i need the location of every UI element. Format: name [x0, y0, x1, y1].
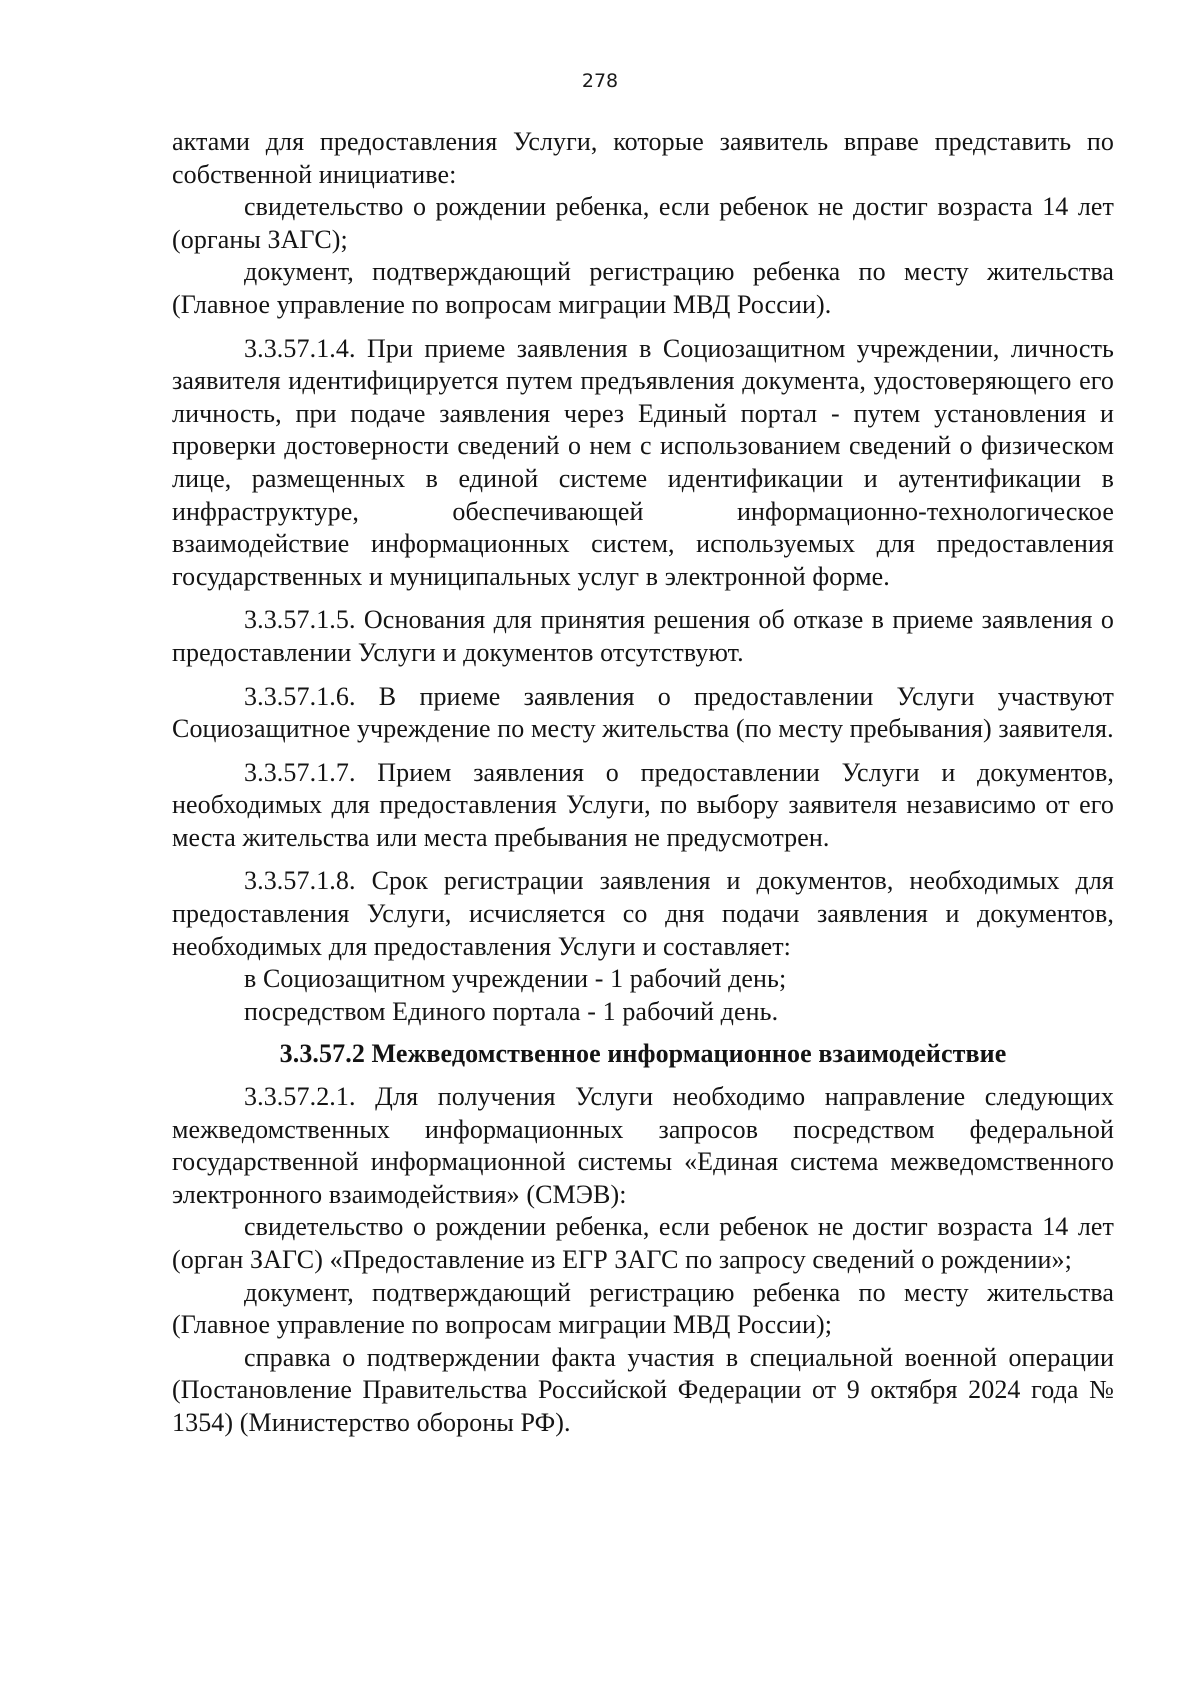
paragraph-list-item: в Социозащитном учреждении - 1 рабочий день;: [244, 964, 787, 994]
paragraph-clause-3-3-57-1-5: 3.3.57.1.5. Основания для принятия решения об отказе в приеме заявления о предоставлении Услуги и документов отсутствуют.: [172, 605, 1114, 667]
paragraph-list-item: посредством Единого портала - 1 рабочий день.: [244, 996, 779, 1026]
paragraph-list-item: документ, подтверждающий регистрацию ребенка по месту жительства (Главное управление по вопросам миграции МВД России);: [172, 1277, 1114, 1340]
document-body: [172, 126, 1114, 1440]
paragraph-list-item: справка о подтверждении факта участия в специальной военной операции (Постановление Правительства Российской Федерации от 9 октября 2024 года № 1354) (Министерство обороны РФ).: [172, 1342, 1114, 1437]
paragraph-list-item: свидетельство о рождении ребенка, если ребенок не достиг возраста 14 лет (орган ЗАГС) «Предоставление из ЕГР ЗАГС по запросу сведений о рождении»;: [172, 1212, 1114, 1274]
paragraph-clause-3-3-57-1-8: 3.3.57.1.8. Срок регистрации заявления и документов, необходимых для предоставления Услуги, исчисляется со дня подачи заявления и документов, необходимых для предоставления Услуги и составляет:: [172, 866, 1114, 961]
paragraph-clause-3-3-57-2-1: 3.3.57.2.1. Для получения Услуги необходимо направление следующих межведомственных информационных запросов посредством федеральной государственной информационной системы «Единая система межведомственного электронного взаимодействия» (СМЭВ):: [172, 1082, 1114, 1209]
page-number: 278: [581, 70, 619, 92]
section-heading: 3.3.57.2 Межведомственное информационное взаимодействие: [279, 1039, 1007, 1069]
paragraph-clause-3-3-57-1-6: 3.3.57.1.6. В приеме заявления о предоставлении Услуги участвуют Социозащитное учреждение по месту жительства (по месту пребывания) заявителя.: [172, 681, 1114, 744]
paragraph-continuation: актами для предоставления Услуги, которые заявитель вправе представить по собственной инициативе:: [172, 127, 1114, 189]
paragraph-list-item: документ, подтверждающий регистрацию ребенка по месту жительства (Главное управление по вопросам миграции МВД России).: [172, 257, 1114, 319]
paragraph-list-item: свидетельство о рождении ребенка, если ребенок не достиг возраста 14 лет (органы ЗАГС);: [172, 192, 1114, 254]
paragraph-clause-3-3-57-1-4: 3.3.57.1.4. При приеме заявления в Социозащитном учреждении, личность заявителя идентифицируется путем предъявления документа, удостоверяющего его личность, при подаче заявления через Единый портал - путем установления и проверки достоверности сведений о нем с использованием сведений о физическом лице, размещенных в единой системе идентификации и аутентификации в инфраструктуре, обеспечивающей информационно-технологическое взаимодействие информационных систем, используемых для предоставления государственных и муниципальных услуг в электронной форме.: [172, 333, 1114, 591]
paragraph-clause-3-3-57-1-7: 3.3.57.1.7. Прием заявления о предоставлении Услуги и документов, необходимых для предоставления Услуги, по выбору заявителя независимо от его места жительства или места пребывания не предусмотрен.: [172, 757, 1114, 852]
